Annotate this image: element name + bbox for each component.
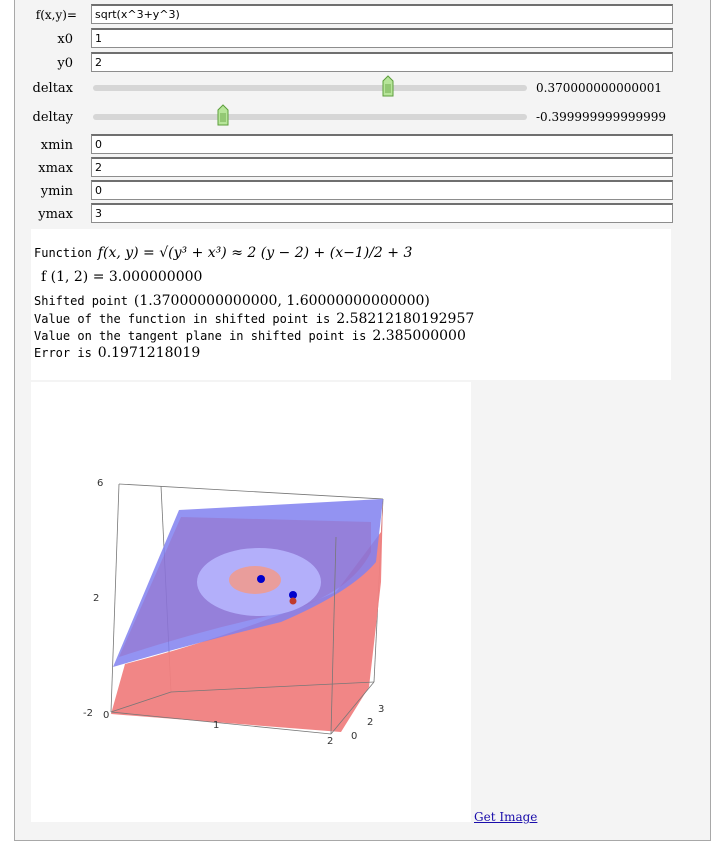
xmax-label: xmax	[38, 160, 73, 176]
x-tick-0: 0	[103, 710, 110, 721]
x0-row	[15, 28, 73, 50]
output-func-shift-prefix: Value of the function in shifted point is	[34, 312, 331, 326]
output-tangent-prefix: Value on the tangent plane in shifted point is	[34, 329, 367, 343]
y0-row	[15, 52, 73, 74]
output-tangent-value: 2.385000000	[372, 328, 466, 344]
output-shifted-value: (1.37000000000000, 1.60000000000000)	[133, 293, 430, 309]
ymax-row	[15, 203, 73, 225]
intersection-core	[229, 566, 281, 594]
xmax-row	[15, 157, 73, 179]
ymin-row	[15, 180, 73, 202]
y-tick-0: 0	[351, 731, 358, 742]
fxy-input[interactable]	[91, 4, 673, 24]
output-func-shift-line	[34, 311, 474, 327]
deltay-slider-handle[interactable]	[217, 104, 229, 126]
z-tick-top: 6	[97, 478, 104, 489]
output-error-value: 0.1971218019	[97, 345, 201, 361]
output-error-prefix: Error is	[34, 346, 92, 360]
z-tick-bottom: -2	[83, 708, 93, 719]
ymax-label: ymax	[38, 206, 73, 222]
fxy-row	[15, 4, 77, 26]
x0-label: x0	[57, 31, 73, 47]
y-tick-2: 2	[367, 717, 374, 728]
output-function-line	[34, 245, 412, 261]
deltay-label: deltay	[32, 109, 73, 125]
y-tick-3: 3	[378, 704, 385, 715]
z-tick-mid: 2	[93, 593, 100, 604]
output-error-line	[34, 345, 200, 361]
ymin-input[interactable]	[91, 180, 673, 200]
x0-input[interactable]	[91, 28, 673, 48]
y0-label: y0	[57, 55, 73, 71]
deltay-row	[15, 106, 73, 128]
xmin-label: xmin	[40, 137, 73, 153]
output-tangent-line	[34, 328, 466, 344]
get-image-link[interactable]: Get Image	[474, 810, 538, 824]
shifted-surface-point-marker	[290, 598, 297, 605]
deltay-slider[interactable]	[93, 114, 527, 120]
base-point-marker	[257, 575, 265, 583]
deltax-value: 0.370000000000001	[536, 81, 662, 95]
output-function-formula: f(x, y) = √(y³ + x³) ≈ 2 (y − 2) + (x−1)/2 + 3	[97, 245, 413, 261]
output-func-shift-value: 2.58212180192957	[336, 311, 475, 327]
interact-panel	[14, 0, 711, 841]
ymin-label: ymin	[40, 183, 73, 199]
deltay-value: -0.399999999999999	[536, 110, 667, 124]
y0-input[interactable]	[91, 52, 673, 72]
xmin-input[interactable]	[91, 134, 673, 154]
fxy-label: f(x,y)=	[35, 8, 77, 22]
x-tick-2: 2	[327, 736, 334, 747]
output-shifted-line	[34, 293, 430, 309]
output-shifted-prefix: Shifted point	[34, 294, 128, 308]
output-value-line	[41, 269, 202, 285]
x-tick-1: 1	[213, 720, 220, 731]
xmin-row	[15, 134, 73, 156]
output-function-prefix: Function	[34, 246, 92, 260]
deltax-slider[interactable]	[93, 85, 527, 91]
ymax-input[interactable]	[91, 203, 673, 223]
plot-3d-canvas[interactable]	[31, 382, 471, 822]
deltax-label: deltax	[32, 80, 73, 96]
output-area	[31, 229, 671, 380]
deltax-slider-handle[interactable]	[382, 75, 394, 97]
plot-3d-view[interactable]	[31, 382, 471, 822]
xmax-input[interactable]	[91, 157, 673, 177]
deltax-row	[15, 77, 73, 99]
output-value-formula: f (1, 2) = 3.000000000	[41, 269, 203, 285]
